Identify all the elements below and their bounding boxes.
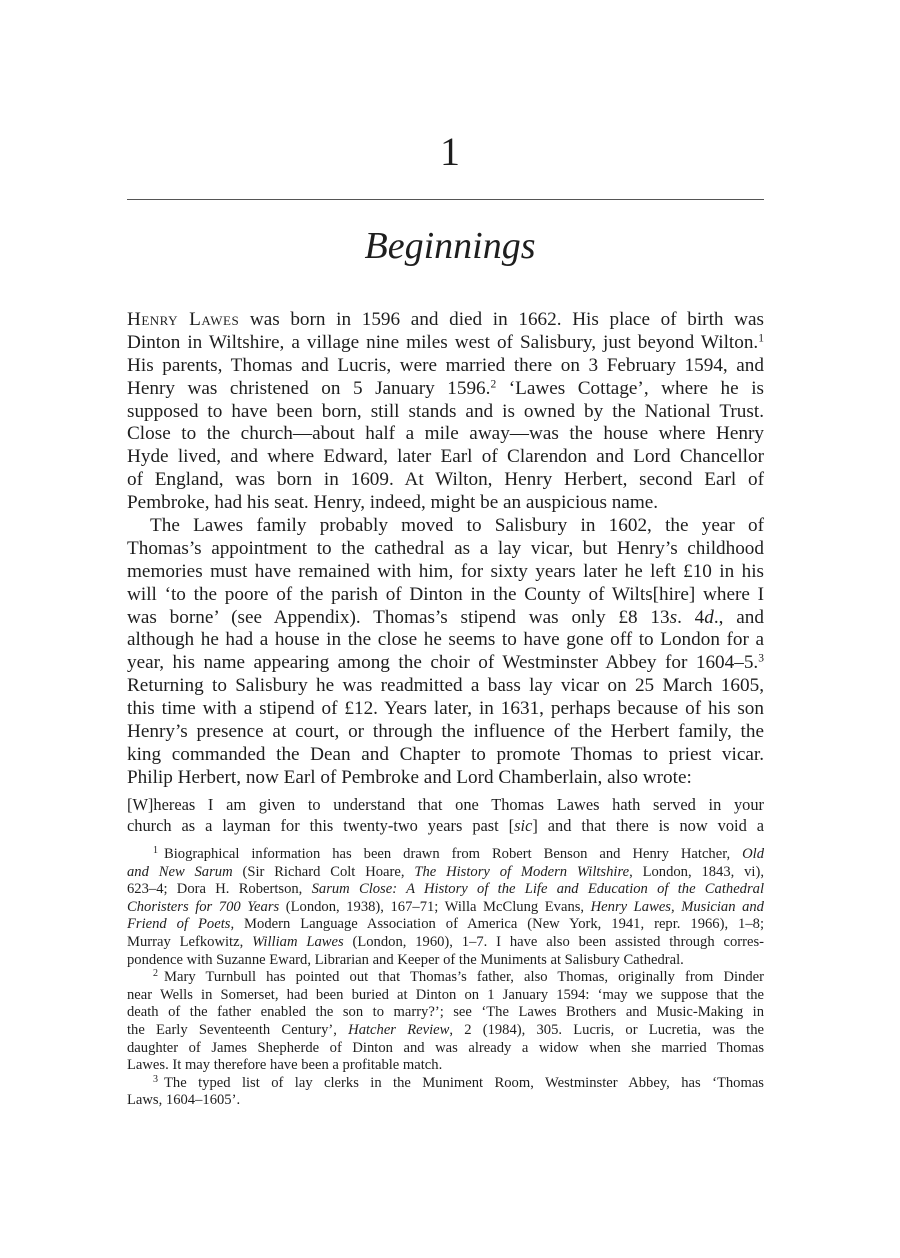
footnotes xyxy=(127,846,764,1110)
text-line: pondence with Suzanne Eward, Librarian and Keeper of the Muniments at Salisbury Cathedral. xyxy=(127,951,684,968)
text-line: supposed to have been born, still stands and is owned by the National Trust. xyxy=(127,400,764,422)
text-line: year, his name appearing among the choir of Westminster Abbey for 1604–5.$^3$ xyxy=(127,652,764,674)
text-line: of England, was born in 1609. At Wilton, Henry Herbert, second Earl of xyxy=(127,469,764,491)
text-line: Laws, 1604–1605’. xyxy=(127,1092,241,1109)
text-line: this time with a stipend of £12. Years later, in 1631, perhaps because of his son xyxy=(127,698,764,720)
footnote-1: $^1$ Biographical information has been drawn from Robert Benson and Henry Hatcher, Old xyxy=(153,845,764,862)
text-line: Henry was christened on 5 January 1596.$^2$ ‘Lawes Cottage’, where he is xyxy=(127,377,764,399)
footnote-ref-1[interactable]: 1 xyxy=(758,332,764,345)
text-line: and New Sarum (Sir Richard Colt Hoare, The History of Modern Wiltshire, London, 1843, vi), xyxy=(127,863,764,880)
text-line: Pembroke, had his seat. Henry, indeed, might be an auspicious name. xyxy=(127,492,659,514)
chapter-divider xyxy=(127,199,764,200)
block-quote xyxy=(127,795,764,836)
text-line: will ‘to the poore of the parish of Dinton in the County of Wilts[hire] where I xyxy=(127,583,764,605)
text-line: king commanded the Dean and Chapter to promote Thomas to priest vicar. xyxy=(127,743,764,765)
text-line: The Lawes family probably moved to Salisbury in 1602, the year of xyxy=(150,515,764,536)
text-line: was borne’ (see Appendix). Thomas’s stipend was only £8 13s. 4d., and xyxy=(127,606,764,628)
footnote-ref-3[interactable]: 3 xyxy=(758,653,764,666)
text-line: Close to the church—about half a mile away—was the house where Henry xyxy=(127,423,764,445)
text-line: Hyde lived, and where Edward, later Earl of Clarendon and Lord Chancellor xyxy=(127,446,764,468)
chapter-title: Beginnings xyxy=(364,225,536,267)
text-line: Returning to Salisbury he was readmitted a bass lay vicar on 25 March 1605, xyxy=(127,675,764,697)
text-line: although he had a house in the close he seems to have gone off to London for a xyxy=(127,629,764,651)
footnote-ref-2[interactable]: 2 xyxy=(490,378,497,391)
text-line: Henry Lawes was born in 1596 and died in 1662. His place of birth was xyxy=(127,309,764,330)
text-line: Dinton in Wiltshire, a village nine miles west of Salisbury, just beyond Wilton.$^1$ xyxy=(127,331,764,353)
text-line: Henry’s presence at court, or through the influence of the Herbert family, the xyxy=(127,721,764,743)
text-line: death of the father enabled the son to marry?’; see ‘The Lawes Brothers and Music-Making in xyxy=(127,1004,764,1021)
paragraph-1 xyxy=(127,309,764,515)
text-line: near Wells in Somerset, had been buried at Dinton on 1 January 1594: ‘may we suppose that the xyxy=(127,986,764,1003)
text-line: Philip Herbert, now Earl of Pembroke and Lord Chamberlain, also wrote: xyxy=(127,766,692,788)
text-line: Thomas’s appointment to the cathedral as a lay vicar, but Henry’s childhood xyxy=(127,537,764,559)
text-line: the Early Seventeenth Century’, Hatcher Review, 2 (1984), 305. Lucris, or Lucretia, was the xyxy=(127,1021,765,1038)
paragraph-2 xyxy=(127,515,764,790)
text-line: church as a layman for this twenty-two years past [sic] and that there is now void a xyxy=(127,815,764,835)
text-line: Friend of Poets, Modern Language Association of America (New York, 1941, repr. 1966), 1–8; xyxy=(127,916,765,933)
text-line: memories must have remained with him, for sixty years later he left £10 in his xyxy=(127,560,764,582)
text-line: daughter of James Shepherde of Dinton and was already a widow when she married Thomas xyxy=(127,1039,764,1056)
text-line: His parents, Thomas and Lucris, were married there on 3 February 1594, and xyxy=(127,354,764,376)
text-line: [W]hereas I am given to understand that one Thomas Lawes hath served in your xyxy=(127,795,764,814)
text-line: 623–4; Dora H. Robertson, Sarum Close: A History of the Life and Education of the Cathedral xyxy=(127,881,764,898)
text-line: Choristers for 700 Years (London, 1938), 167–71; Willa McClung Evans, Henry Lawes, Musician and xyxy=(127,898,764,915)
footnote-3: $^3$ The typed list of lay clerks in the Muniment Room, Westminster Abbey, has ‘Thomas xyxy=(153,1073,764,1091)
text-line: Murray Lefkowitz, William Lawes (London, 1960), 1–7. I have also been assisted through corres- xyxy=(127,933,764,950)
chapter-number: 1 xyxy=(440,129,460,174)
footnote-2: $^2$ Mary Turnbull has pointed out that Thomas’s father, also Thomas, originally from Dinder xyxy=(153,968,764,986)
text-line: Lawes. It may therefore have been a profitable match. xyxy=(127,1057,443,1074)
